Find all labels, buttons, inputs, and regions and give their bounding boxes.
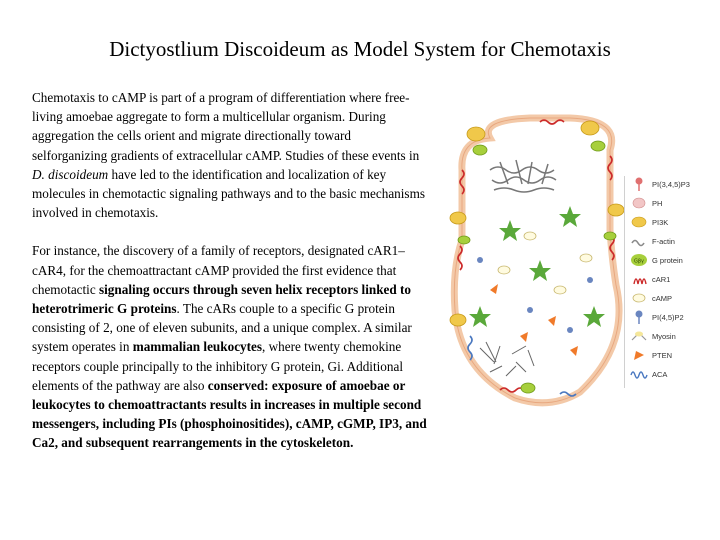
p2-seg-5: conserved: exposure of amoebae or leukocytes to chemoattractants results in increases in multiple second messengers, including PIs (phosphoinositides), cAMP, cGMP, IP3, and Ca2, and subsequent rearrangements in the cytoskeleton. [32,377,427,451]
legend-item-myosin [630,328,676,344]
figure-legend [624,176,690,388]
legend-item-pi3k [630,214,668,230]
p2-seg-2: . The cARs couple to a specific G protein consisting of 2, one of eleven subunits, and a unique complex. A similar system operates in [32,301,412,355]
legend-item-aca [630,366,667,382]
legend-label: Myosin [652,331,676,341]
pten-icon [630,348,648,362]
f-actin-icon [630,234,648,248]
g-protein-icon [630,253,648,267]
legend-label: PI3K [652,217,669,227]
paragraph-2 [32,241,427,452]
legend-item-factin [630,233,675,249]
p1-seg-1: D. discoideum [32,166,109,182]
pip2-lollipop-icon [630,310,648,324]
p1-seg-0: Chemotaxis to cAMP is part of a program of differentiation where free-living amoebae aggregate to form a multicellular organism. During aggregation the cells orient and migrate directionally toward selforganizing gradients of extracellular cAMP. Studies of these events in [32,90,420,163]
camp-icon [630,291,648,305]
body-text [32,88,427,453]
legend-label: F-actin [652,236,675,246]
legend-item-car1 [630,271,670,287]
legend-label: cAR1 [652,274,671,284]
legend-label: PI(4,5)P2 [652,312,684,322]
car1-receptor-icon [630,272,648,286]
paragraph-1 [32,88,427,222]
slide-title: Dictyostlium Discoideum as Model System for Chemotaxis [109,37,611,61]
legend-item-pip2 [630,309,684,325]
legend-item-pten [630,347,672,363]
pip3-lollipop-icon [630,177,648,191]
legend-label: G protein [652,255,683,265]
p2-seg-1: signaling occurs through seven helix receptors linked to heterotrimeric G proteins [32,281,411,317]
legend-label: cAMP [652,293,673,303]
p2-seg-0: For instance, the discovery of a family of receptors, designated cAR1–cAR4, for the chemoattractant cAMP provided the first evidence that chemotactic [32,243,405,297]
legend-item-ph [630,195,662,211]
myosin-icon [630,329,648,343]
legend-label: PI(3,4,5)P3 [652,179,690,189]
p1-seg-2: have led to the identification and localization of key molecules in chemotactic signaling pathways and to the basic mechanisms involved in chemotaxis. [32,166,425,221]
g-protein-tag-text: Gβγ [633,258,645,265]
p2-seg-3: mammalian leukocytes [132,339,263,355]
legend-item-camp [630,290,672,306]
legend-label: PH [652,198,663,208]
legend-item-gprotein [630,252,683,268]
p2-seg-4: , where twenty chemokine receptors couple principally to the inhibitory G protein, Gi. Additional elements of the pathway are also [32,339,404,393]
legend-label: PTEN [652,350,673,360]
legend-label: ACA [652,369,668,379]
ph-domain-icon [630,196,648,210]
aca-icon [630,367,648,381]
legend-item-pip3 [630,176,690,192]
pi3k-icon [630,215,648,229]
